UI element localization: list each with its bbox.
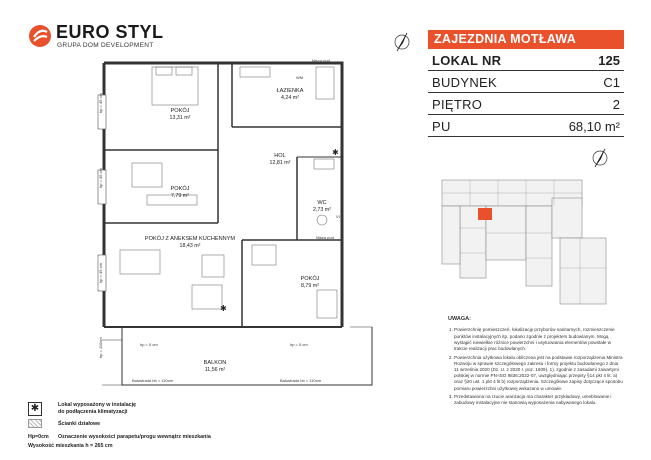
ac-legend-icon: ✱ [28,402,42,416]
room-balkon [190,360,240,374]
apartment-info-panel [428,30,624,137]
room-area: 12,81 m² [269,160,291,167]
sill-height-label: hp = 110cm [98,337,103,358]
apartment-height-text: Wysokość mieszkania h = 265 cm [28,443,113,449]
info-value: 125 [598,53,620,68]
room-area: 4,24 m² [281,95,299,102]
room-area: 8,79 m² [301,283,319,290]
room-hol [255,153,305,167]
sill-height-label: hp = 0 cm [290,342,308,347]
room-area: 13,31 m² [169,115,191,122]
euro-styl-logo-icon [28,24,52,48]
niche-label: Nisza pod [312,58,330,63]
ac-legend-line: do podłączenia klimatyzacji [58,408,128,415]
info-value: 68,10 m² [568,119,620,134]
room-wc [302,200,342,214]
room-name: POKÓJ Z ANEKSEM KUCHENNYM [144,236,236,242]
info-row-budynek [428,71,624,93]
room-name: POKÓJ [170,186,190,192]
room-name: BALKON [203,360,227,366]
room-name: HOL [274,153,286,159]
compass-icon [390,30,414,54]
room-name: ŁAZIENKA [276,88,304,94]
floor-plan [92,55,382,400]
project-title: ZAJEZDNIA MOTŁAWA [428,30,624,49]
railing-label: Balustrada hb = 110cm [280,378,321,383]
building-key-plan [440,178,610,306]
vent-label: VI [336,214,340,219]
hp-legend-text: Oznaczenie wysokości parapetu/progu wewnątrz mieszkania [58,434,211,440]
room-name: POKÓJ [170,108,190,114]
info-label: PU [432,119,451,134]
notes-title: UWAGA: [448,316,471,322]
walls-legend-text: Ścianki działowe [58,421,101,427]
room-name: WC [317,200,327,206]
ac-legend-text [58,402,136,416]
info-label: BUDYNEK [432,75,497,90]
room-pokoj-1 [150,108,210,122]
info-row-lokal [428,49,624,71]
sill-height-label: hp = 45 cm [98,168,103,188]
info-row-pu [428,115,624,137]
brand-subtitle: GRUPA DOM DEVELOPMENT [57,42,154,49]
note-item: 2. Powierzchnia użytkowa lokalu obliczona jest na podstawie rozporządzenia Ministra Rozwoju w sprawie szczegółowego zakresu i formy projektu budowlanego z dnia 11 września 2020 (Dz. U. z 2020 r. poz. 1609), 1), zgodnie z zasadami zawartymi polskiej w normie PN-ISO 9836:2022-07, uwzględniając przepisy §14 pkt 4 lit. a) oraz §20 ust. 1 pkt 4 lit b) rozporządzenia. Szczegółowe zapisy dotyczące sposobu pomiaru powierzchni użytkowej wskazano w umowie. [454,355,624,392]
room-area: 18,43 m² [179,243,201,250]
sill-height-label: hp = 0 cm [140,342,158,347]
room-area: 7,79 m² [171,193,189,200]
notes-list [428,327,624,406]
washing-machine-label: WM [296,75,304,80]
info-label: LOKAL NR [432,53,502,68]
room-name: POKÓJ [300,276,320,282]
notes-section [428,316,624,409]
room-lazienka [265,88,315,102]
info-value: 2 [612,97,620,112]
svg-text:✱: ✱ [332,148,339,157]
room-pokoj-2 [150,186,210,200]
room-area: 2,73 m² [313,207,331,214]
sill-height-label: hp = 45 cm [98,93,103,113]
note-item: 3. Przedstawiona na rzucie aranżacja ma charakter przykładowy, umeblowanie i zabudowy instalacyjne nie stanowią wyposażenia nabywanego lokalu. [454,394,624,406]
note-item: 1. Powierzchnię pomieszczeń, lokalizację przyborów sanitarnych, rozmieszczenie punktów instalacyjnych itp. podano zgodnie z projektem budowlanym. Mogą wystąpić niewielkie różnice powierzchni i usytuowania elementów powstałe w trakcie realizacji prac budowlanych. [454,327,624,352]
niche-label: Nisza pod [316,235,334,240]
unit-highlight [478,208,492,220]
info-label: PIĘTRO [432,97,483,112]
railing-label: Balustrada hb = 110cm [132,378,173,383]
room-area: 11,56 m² [204,367,226,374]
svg-text:✱: ✱ [220,304,227,313]
info-value: C1 [603,75,620,90]
ac-legend-line: Lokal wyposażony w instalację [58,402,137,408]
hp-legend-key: Hp=0cm [28,434,49,440]
sill-height-label: hp = 45 cm [98,263,103,283]
brand-name: EURO STYL [56,22,164,42]
walls-legend-icon [28,419,42,428]
compass-icon [588,146,612,170]
info-row-pietro [428,93,624,115]
room-pokoj-3 [285,276,335,290]
room-kitchen [130,236,250,250]
